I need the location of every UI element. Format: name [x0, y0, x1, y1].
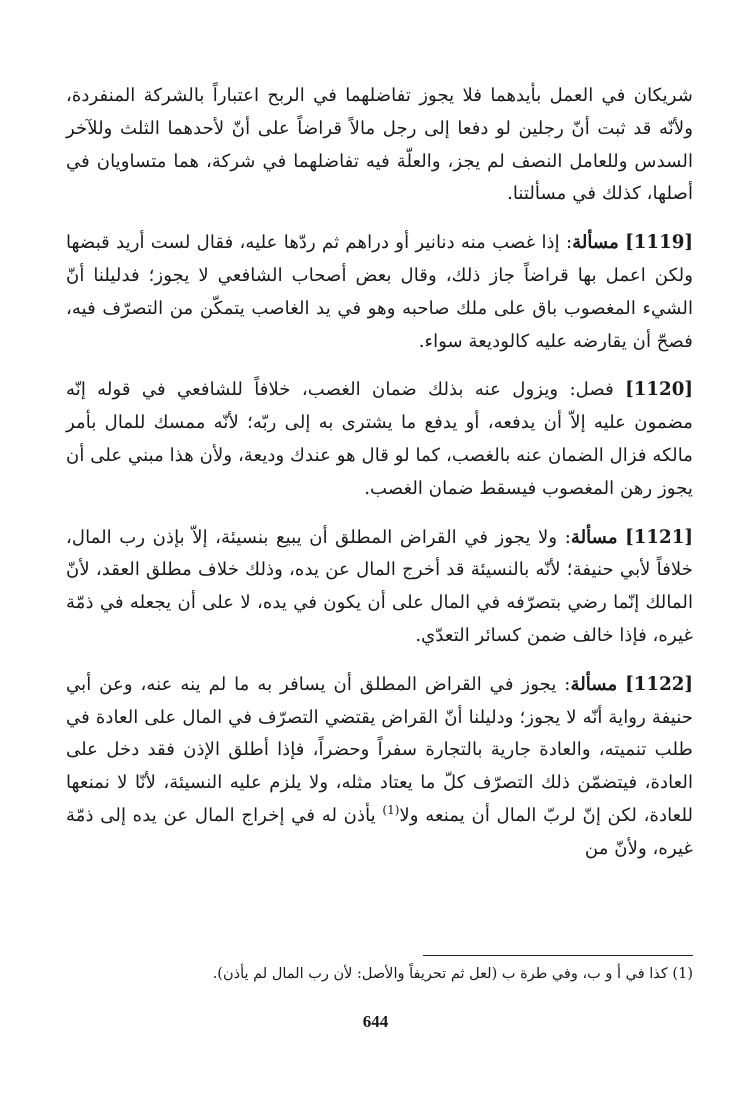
paragraph-1121	[66, 522, 693, 653]
entry-keyword: فصل	[575, 379, 614, 401]
main-text	[66, 80, 693, 882]
paragraph-text: : إذا غصب منه دنانير أو دراهم ثم ردّها عليه، فقال لست أريد قبضها ولكن اعمل بها قراضاً جاز ذلك، وقال بعض أصحاب الشافعي لا يجوز؛ فدليلنا أنّ الشيء المغصوب باق على ملك صاحبه وهو في يد الغاصب يتمكّن من التصرّف فيه، فصحّ أن يقارضه عليه كالوديعة سواء.	[66, 232, 693, 352]
footnote-divider	[423, 955, 693, 956]
entry-number: [1121]	[625, 526, 693, 548]
page-number: 644	[362, 1012, 389, 1031]
paragraph-1120	[66, 374, 693, 505]
entry-keyword: مسألة	[572, 232, 619, 254]
entry-keyword: مسألة	[570, 526, 618, 548]
paragraph-text: : ويزول عنه بذلك ضمان الغصب، خلافاً للشافعي في قوله إنّه مضمون عليه إلاّ أن يدفعه، أو يدفع ما يشترى به إلى ربّه؛ لأنّه ممسك للمال بأمر مالكه فزال الضمان عنه بالغصب، كما لو قال هو عندك وديعة، ولأن هذا مبني على أن يجوز رهن المغصوب فيسقط ضمان الغصب.	[66, 379, 693, 499]
entry-keyword: مسألة	[570, 673, 618, 695]
footnote-reference[interactable]: (1)	[382, 802, 400, 817]
entry-number: [1120]	[625, 379, 693, 401]
paragraph-continuation	[66, 80, 693, 211]
paragraph-text: : ولا يجوز في القراض المطلق أن يبيع بنسيئة، إلاّ بإذن رب المال، خلافاً لأبي حنيفة؛ لأنّه بالنسيئة قد أخرج المال عن يده، وذلك خلاف مطلق العقد، لأنّ المالك إنّما رضي بتصرّفه في المال على أن يكون في يده، لا على أن يجعله في ذمّة غيره، فإذا خالف ضمن كسائر التعدّي.	[66, 526, 693, 646]
paragraph-1119	[66, 227, 693, 358]
paragraph-text-cont: يأذن له في إخراج المال عن يده إلى ذمّة غيره، ولأنّ من	[66, 804, 693, 859]
paragraph-text: شريكان في العمل بأيدهما فلا يجوز تفاضلهما في الربح اعتباراً بالشركة المنفردة، ولأنّه قد ثبت أنّ رجلين لو دفعا إلى رجل مالاً قراضاً على أنّ لأحدهما الثلث وللآخر السدس وللعامل النصف لم يجز، والعلّة فيه تفاضلهما في شركة، هما متساويان في أصلها، كذلك في مسألتنا.	[66, 85, 693, 205]
entry-number: [1119]	[625, 232, 693, 254]
paragraph-1122	[66, 669, 693, 866]
footnote: (1) كذا في أ و ب، وفي طرة ب (لعل ثم تحريفاً والأصل: لأن رب المال لم يأذن).	[212, 966, 693, 982]
entry-number: [1122]	[625, 673, 693, 695]
paragraph-text: : يجوز في القراض المطلق أن يسافر به ما لم ينه عنه، وعن أبي حنيفة رواية أنّه لا يجوز؛ ودليلنا أنّ القراض يقتضي التصرّف في المال على العادة في طلب تنميته، والعادة جارية بالتجارة سفراً وحضراً، فإذا أطلق الإذن فقد دخل على العادة، فيتضمّن ذلك التصرّف كلّ ما يعتاد مثله، ولا يلزم عليه النسيئة، لأنّا لا نمنعها للعادة، لكن إنّ لربّ المال أن يمنعه ولا	[66, 673, 694, 826]
